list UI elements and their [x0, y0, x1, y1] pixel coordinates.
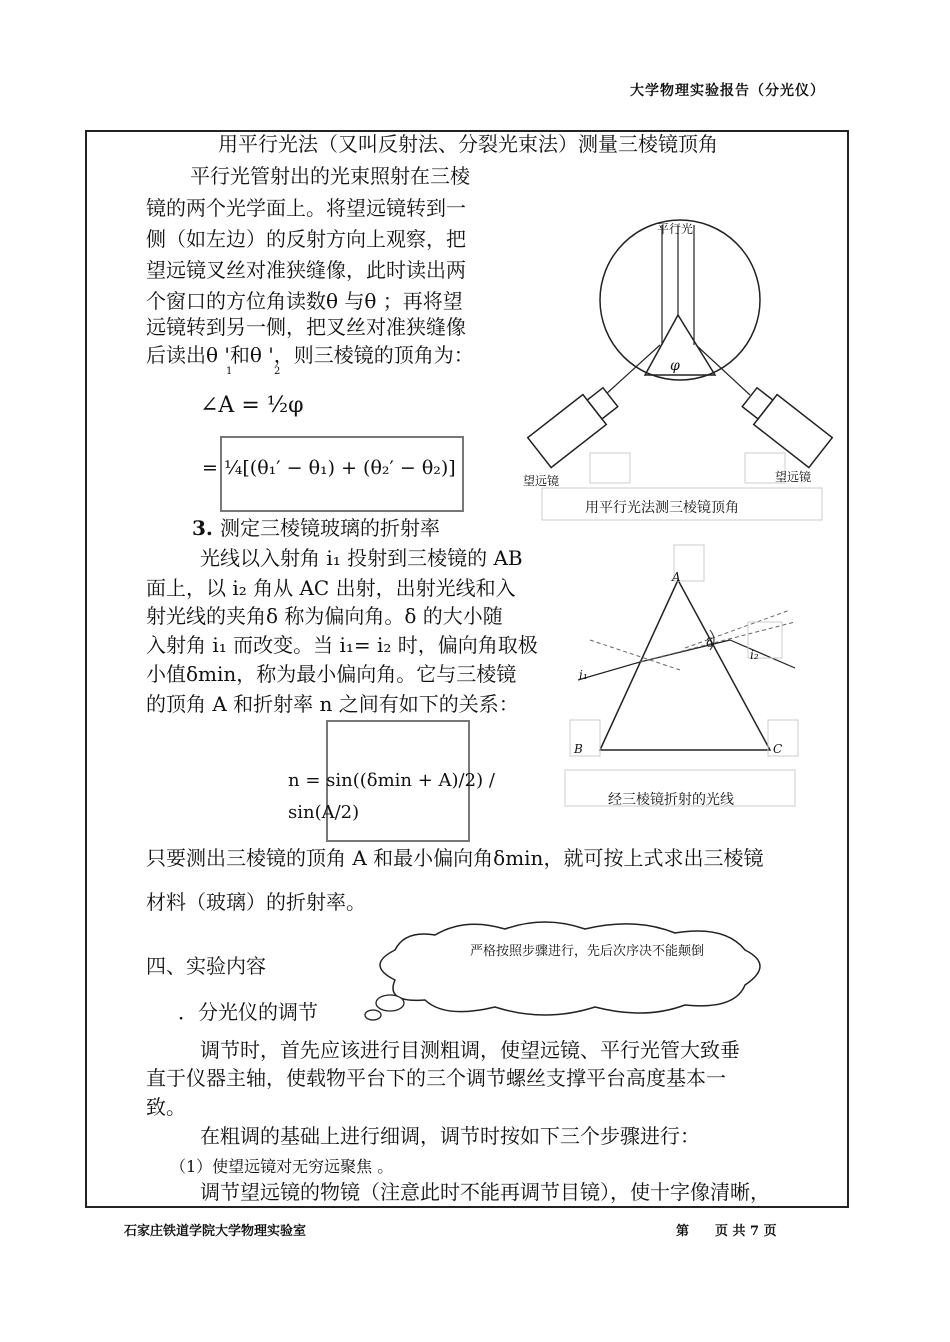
step-label: （1）使望远镜对无穷远聚焦 。: [170, 1157, 394, 1176]
label-delta: δ: [706, 636, 714, 650]
paragraph-line: 直于仪器主轴，使载物平台下的三个调节螺丝支撑平台高度基本一: [146, 1066, 726, 1090]
paragraph-line: 个窗口的方位角读数θ 与θ ；再将望: [146, 289, 463, 313]
subsection-title: ．分光仪的调节: [178, 1000, 318, 1024]
paragraph-line: 入射角 i₁ 而改变。当 i₁= i₂ 时，偏向角取极: [146, 633, 538, 657]
paragraph-line: 远镜转到另一侧，把叉丝对准狭缝像: [146, 315, 466, 339]
page-header: 大学物理实验报告（分光仪）: [630, 83, 825, 99]
subscript: 1: [226, 366, 233, 377]
prism: [645, 315, 715, 375]
subscript: 2: [274, 366, 281, 377]
paragraph-line: 望远镜叉丝对准狭缝像，此时读出两: [146, 258, 466, 282]
paragraph-line: 射光线的夹角δ 称为偏向角。δ 的大小随: [146, 604, 503, 628]
reflected-ray: [696, 345, 750, 395]
section3-heading: 测定三棱镜玻璃的折射率: [220, 516, 440, 540]
paragraph-line: 材料（玻璃）的折射率。: [146, 890, 366, 914]
formula-vertex: = ¼[(θ₁′ − θ₁) + (θ₂′ − θ₂)]: [202, 457, 456, 479]
section-title: 用平行光法（又叫反射法、分裂光束法）测量三棱镜顶角: [218, 132, 718, 156]
vertex-c: C: [773, 742, 783, 756]
label-i2: i₂: [750, 648, 759, 662]
paragraph-line: 在粗调的基础上进行细调，调节时按如下三个步骤进行：: [200, 1124, 700, 1148]
label-telescope-left: 望远镜: [523, 474, 560, 488]
paragraph-line: 面上，以 i₂ 角从 AC 出射，出射光线和入: [146, 576, 516, 600]
paragraph-line: 侧（如左边）的反射方向上观察，把: [146, 227, 466, 251]
paragraph-line: 只要测出三棱镜的顶角 A 和最小偏向角δmin，就可按上式求出三棱镜: [146, 846, 764, 870]
paragraph-line: 调节望远镜的物镜（注意此时不能再调节目镜），使十字像清晰，: [200, 1180, 770, 1204]
section4-title: 四、实验内容: [146, 954, 266, 978]
label-i1: i₁: [579, 668, 588, 682]
paragraph-line: 平行光管射出的光束照射在三棱: [190, 164, 470, 188]
label-telescope-right: 望远镜: [775, 470, 812, 484]
paragraph-line: 小值δmin，称为最小偏向角。它与三棱镜: [146, 662, 517, 686]
figure-caption: 用平行光法测三棱镜顶角: [585, 500, 739, 516]
paragraph-line: 致。: [146, 1095, 186, 1119]
figure-caption: 经三棱镜折射的光线: [608, 792, 734, 808]
footer-page-number: 第 页 共 7 页: [676, 1224, 777, 1239]
paragraph-line: 调节时，首先应该进行目测粗调，使望远镜、平行光管大致垂: [200, 1038, 740, 1062]
paragraph-line: 的顶角 A 和折射率 n 之间有如下的关系：: [146, 692, 519, 716]
vertex-a: A: [672, 570, 681, 584]
vertex-b: B: [574, 742, 583, 756]
turntable-circle: [600, 220, 760, 380]
label-phi: φ: [670, 358, 680, 374]
paragraph-line: 后读出θ '和θ '，则三棱镜的顶角为：: [146, 343, 474, 367]
label-parallel-light: 平行光: [657, 222, 694, 236]
formula-angle: ∠A = ½φ: [200, 393, 304, 418]
prism-triangle: [600, 580, 770, 750]
figure-prism-refraction: [560, 540, 820, 820]
paragraph-line: 光线以入射角 i₁ 投射到三棱镜的 AB: [200, 546, 523, 570]
cloud-note-text: 严格按照步骤进行，先后次序决不能颠倒: [470, 944, 705, 959]
cloud-note: [345, 915, 785, 1025]
extended-ray: [640, 622, 795, 662]
reflected-ray: [605, 345, 660, 395]
emergent-ray: [730, 640, 795, 668]
heading-number: 3.: [192, 516, 213, 540]
normal-line: [685, 610, 790, 648]
paragraph-line: 镜的两个光学面上。将望远镜转到一: [146, 196, 466, 220]
formula-refractive-index: n = sin((δmin + A)/2) / sin(A/2): [288, 770, 495, 823]
label-frame: [590, 453, 630, 483]
footer-lab-name: 石家庄铁道学院大学物理实验室: [124, 1224, 307, 1239]
